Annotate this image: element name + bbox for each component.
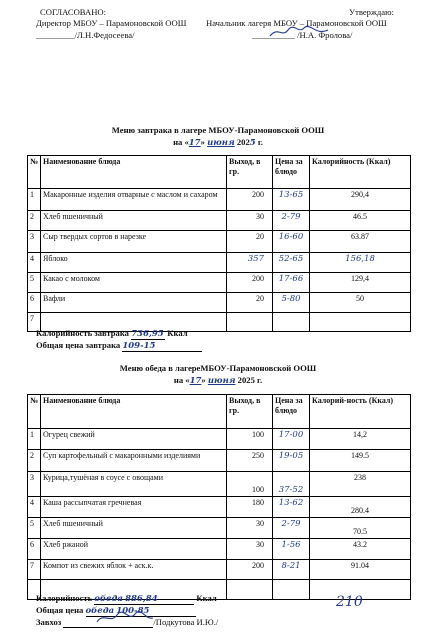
header-kcal: Калорийность (Ккал) (310, 156, 411, 189)
lunch-date-day: 17 (189, 376, 202, 386)
table-row: 3 Сыр твердых сортов в нарезке 20 16-60 63.87 (28, 231, 411, 253)
breakfast-calories-value: 736,95 (131, 329, 164, 339)
table-row: 4 Каша рассыпчатая гречневая 180 13-62 280.4 (28, 497, 411, 518)
table-row: 7 Компот из свежих яблок + аск.к. 200 8-21 91.04 (28, 560, 411, 580)
lunch-table (27, 394, 411, 600)
approval-left-position: Директор МБОУ – Парамоновской ООШ (36, 18, 187, 28)
lunch-cook-name: /Подкутова И.Ю./ (153, 617, 219, 627)
table-row: 3 Курица,тушёная в соусе с овощами 100 37-52 238 (28, 472, 411, 497)
breakfast-calories: Калорийность завтрака 736,95 Ккал (36, 328, 188, 339)
page-number: 210 (336, 594, 363, 610)
signature-scribble-icon (95, 610, 155, 626)
table-row: 2 Хлеб пшеничный 30 2-79 46.5 (28, 211, 411, 231)
lunch-cook-line: Завхоз /Подкутова И.Ю./ (36, 617, 219, 627)
table-row: 1 Макаронные изделия отварные с маслом и сахаром 200 13-65 290,4 (28, 189, 411, 211)
lunch-date: на «17» июня 2025 г. (173, 375, 263, 386)
breakfast-title: Меню завтрака в лагере МБОУ-Парамоновской ООШ (111, 125, 325, 135)
breakfast-date-year: 5 (249, 138, 256, 148)
lunch-calories-value: 886,84 (125, 594, 158, 604)
breakfast-date: на «17» июня 2025 г. (173, 137, 263, 148)
table-row: 2 Суп картофельный с макаронными изделиями 250 19-05 149.5 (28, 450, 411, 472)
header-num: № (28, 395, 41, 429)
header-name: Наименование блюда (41, 395, 227, 429)
approval-left-signature: _________/Л.Н.Федосеева/ (36, 30, 135, 40)
table-header-row (28, 395, 411, 429)
header-price: Цена за блюдо (273, 395, 310, 429)
table-row: 1 Огурец свежий 100 17-00 14,2 (28, 429, 411, 450)
lunch-calories: Калорийность обеда 886,84 Ккал (36, 593, 217, 604)
table-row: 6 Вафли 20 5-80 50 (28, 293, 411, 313)
breakfast-total-price: Общая цена завтрака 109-15 (36, 340, 202, 352)
header-name: Наименование блюда (41, 156, 227, 189)
lunch-title: Меню обеда в лагереМБОУ-Парамоновской ООШ (119, 363, 317, 373)
breakfast-price-value: 109-15 (122, 341, 202, 352)
table-row: 4 Яблоко 357 52-65 156,18 (28, 253, 411, 273)
header-num: № (28, 156, 41, 189)
breakfast-table (27, 155, 411, 332)
lunch-calories-note: обеда (94, 594, 123, 604)
breakfast-date-month: июня (207, 138, 235, 148)
table-row: 5 Хлеб пшеничный 30 2-79 70.5 (28, 518, 411, 539)
header-weight: Выход, в гр. (227, 156, 273, 189)
table-row: 7 (28, 313, 411, 332)
lunch-price-value: 100-85 (116, 606, 150, 616)
lunch-date-year: 5 (250, 375, 255, 385)
approval-right-signature: __________ /Н.А. Фролова/ (252, 30, 353, 40)
header-price: Цена за блюдо (273, 156, 310, 189)
signature-scribble-icon (268, 24, 330, 40)
lunch-total-price: Общая цена обеда 100-85 (36, 605, 196, 617)
header-kcal: Калорий-ность (Ккал) (310, 395, 411, 429)
approval-right-title: Утверждаю: (349, 7, 394, 17)
approval-right-position: Начальник лагеря МБОУ – Парамоновской ООШ (206, 18, 387, 28)
header-weight: Выход, в гр. (227, 395, 273, 429)
table-row: 5 Какао с молоком 200 17-66 129,4 (28, 273, 411, 293)
approval-left-title: СОГЛАСОВАНО: (40, 7, 107, 17)
lunch-price-note: обеда (85, 606, 115, 616)
table-row: 6 Хлеб ржаной 30 1-56 43.2 (28, 539, 411, 560)
breakfast-date-day: 17 (188, 138, 201, 148)
table-header-row (28, 156, 411, 189)
lunch-date-month: июня (207, 376, 236, 386)
